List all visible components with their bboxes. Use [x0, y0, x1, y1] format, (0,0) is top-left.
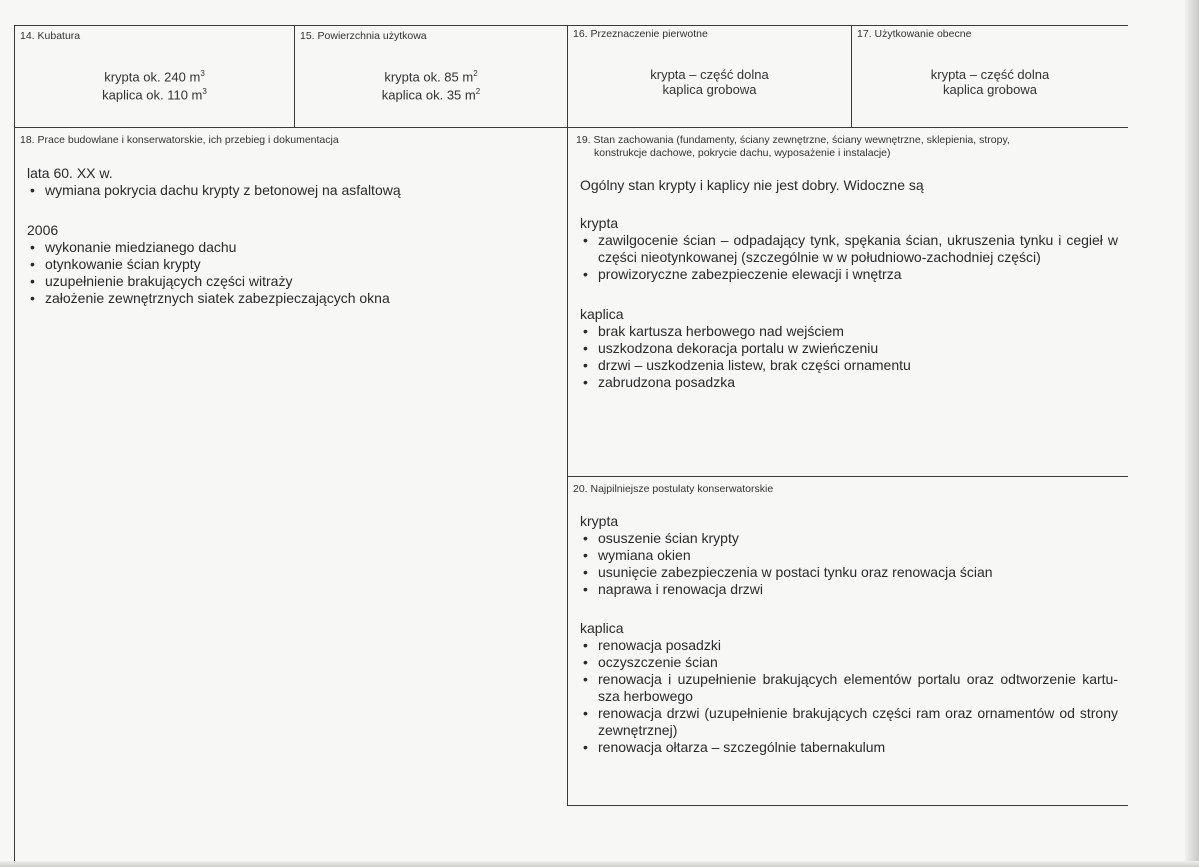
list-item: • usunięcie zabezpieczenia w postaci tynku oraz renowacja ścian	[580, 564, 1118, 581]
list-item: • renowacja drzwi (uzupełnienie brakujących części ram oraz ornamentów od strony zewnętrznej)	[580, 705, 1118, 739]
stan-kaplica-heading: kaplica	[580, 306, 624, 322]
stan-label-line1: 19. Stan zachowania (fundamenty, ściany zewnętrzne, ściany wewnętrzne, sklepienia, stropy,	[576, 134, 1010, 146]
przeznaczenie-line1: krypta – część dolna	[650, 67, 769, 82]
stan-label	[576, 134, 1121, 160]
section20-bottom-line	[567, 805, 1128, 806]
przeznaczenie-value	[568, 67, 851, 97]
uzytkowanie-line2: kaplica grobowa	[943, 82, 1037, 97]
list-item: • drzwi – uszkodzenia listew, brak części ornamentu	[580, 357, 1118, 374]
list-item: • otynkowanie ścian krypty	[27, 256, 547, 273]
powierzchnia-label: 15. Powierzchnia użytkowa	[300, 30, 427, 42]
uzytkowanie-line1: krypta – część dolna	[930, 67, 1050, 82]
stan-kaplica-list	[580, 323, 1118, 391]
powierzchnia-krypta-unit-exp: 2	[473, 69, 478, 78]
list-item: • prowizoryczne zabezpieczenie elewacji i wnętrza	[580, 266, 1118, 283]
kubatura-label: 14. Kubatura	[20, 30, 81, 42]
prace-period-1: lata 60. XX w.	[27, 165, 113, 181]
powierzchnia-krypta: krypta ok. 85 m	[384, 69, 474, 85]
kubatura-value	[15, 66, 294, 103]
section20-top-line	[567, 476, 1128, 477]
list-item: • wykonanie miedzianego dachu	[27, 239, 547, 256]
postulaty-krypta-heading: krypta	[580, 513, 619, 529]
list-item: • renowacja ołtarza – szczególnie tabernakulum	[580, 739, 1118, 756]
row1-bottom-line	[14, 127, 1128, 128]
scan-edge-bottom	[0, 861, 1199, 867]
postulaty-content	[580, 513, 1118, 756]
postulaty-label: 20. Najpilniejsze postulaty konserwatorskie	[573, 483, 774, 495]
powierzchnia-value	[295, 66, 567, 103]
list-item: • założenie zewnętrznych siatek zabezpieczających okna	[27, 290, 547, 307]
kubatura-krypta: krypta ok. 240 m	[104, 69, 201, 85]
list-item: • brak kartusza herbowego nad wejściem	[580, 323, 1118, 340]
scan-edge-right	[1185, 0, 1199, 867]
list-item: • uzupełnienie brakujących części witraży	[27, 273, 547, 290]
list-item: • zawilgocenie ścian – odpadający tynk, spękania ścian, ukruszenia tynku i cegieł w części nieotynkowanej (szczególnie w w południowo-zachodniej części)	[580, 232, 1118, 266]
kubatura-krypta-unit-exp: 3	[200, 69, 205, 78]
prace-period-1-list	[27, 182, 547, 199]
list-item: • uszkodzona dekoracja portalu w zwieńczeniu	[580, 340, 1118, 357]
postulaty-kaplica-heading: kaplica	[580, 620, 624, 636]
list-item: • renowacja posadzki	[580, 637, 1118, 654]
kubatura-kaplica-unit-exp: 3	[202, 87, 207, 97]
stan-label-line2: konstrukcje dachowe, pokrycie dachu, wyposażenie i instalacje)	[594, 147, 891, 159]
powierzchnia-kaplica: kaplica ok. 35 m	[381, 87, 476, 103]
stan-content	[580, 177, 1118, 391]
przeznaczenie-label: 16. Przeznaczenie pierwotne	[573, 28, 708, 40]
top-border-line	[14, 25, 1128, 26]
stan-krypta-heading: krypta	[580, 215, 619, 231]
uzytkowanie-label: 17. Użytkowanie obecne	[857, 28, 972, 40]
list-item: • zabrudzona posadzka	[580, 374, 1118, 391]
prace-content	[27, 165, 547, 307]
stan-krypta-list	[580, 232, 1118, 283]
list-item: • wymiana okien	[580, 547, 1118, 564]
list-item: • oczyszczenie ścian	[580, 654, 1118, 671]
list-item: • osuszenie ścian krypty	[580, 530, 1118, 547]
uzytkowanie-value	[852, 67, 1128, 97]
left-border-line	[14, 25, 15, 867]
postulaty-kaplica-list	[580, 637, 1118, 756]
przeznaczenie-line2: kaplica grobowa	[662, 82, 757, 97]
list-item: • renowacja i uzupełnienie brakujących elementów portalu oraz odtworzenie kartu-sza herbowego	[580, 671, 1118, 705]
prace-period-2: 2006	[27, 222, 59, 238]
kubatura-kaplica: kaplica ok. 110 m	[102, 87, 203, 103]
list-item: • naprawa i renowacja drzwi	[580, 581, 1118, 598]
postulaty-krypta-list	[580, 530, 1118, 598]
divider-15-16	[567, 25, 568, 806]
list-item: • wymiana pokrycia dachu krypty z betonowej na asfaltową	[27, 182, 547, 199]
prace-period-2-list	[27, 239, 547, 307]
stan-intro: Ogólny stan krypty i kaplicy nie jest dobry. Widoczne są	[580, 177, 924, 193]
powierzchnia-kaplica-unit-exp: 2	[475, 87, 481, 97]
prace-label: 18. Prace budowlane i konserwatorskie, ich przebieg i dokumentacja	[20, 134, 339, 146]
